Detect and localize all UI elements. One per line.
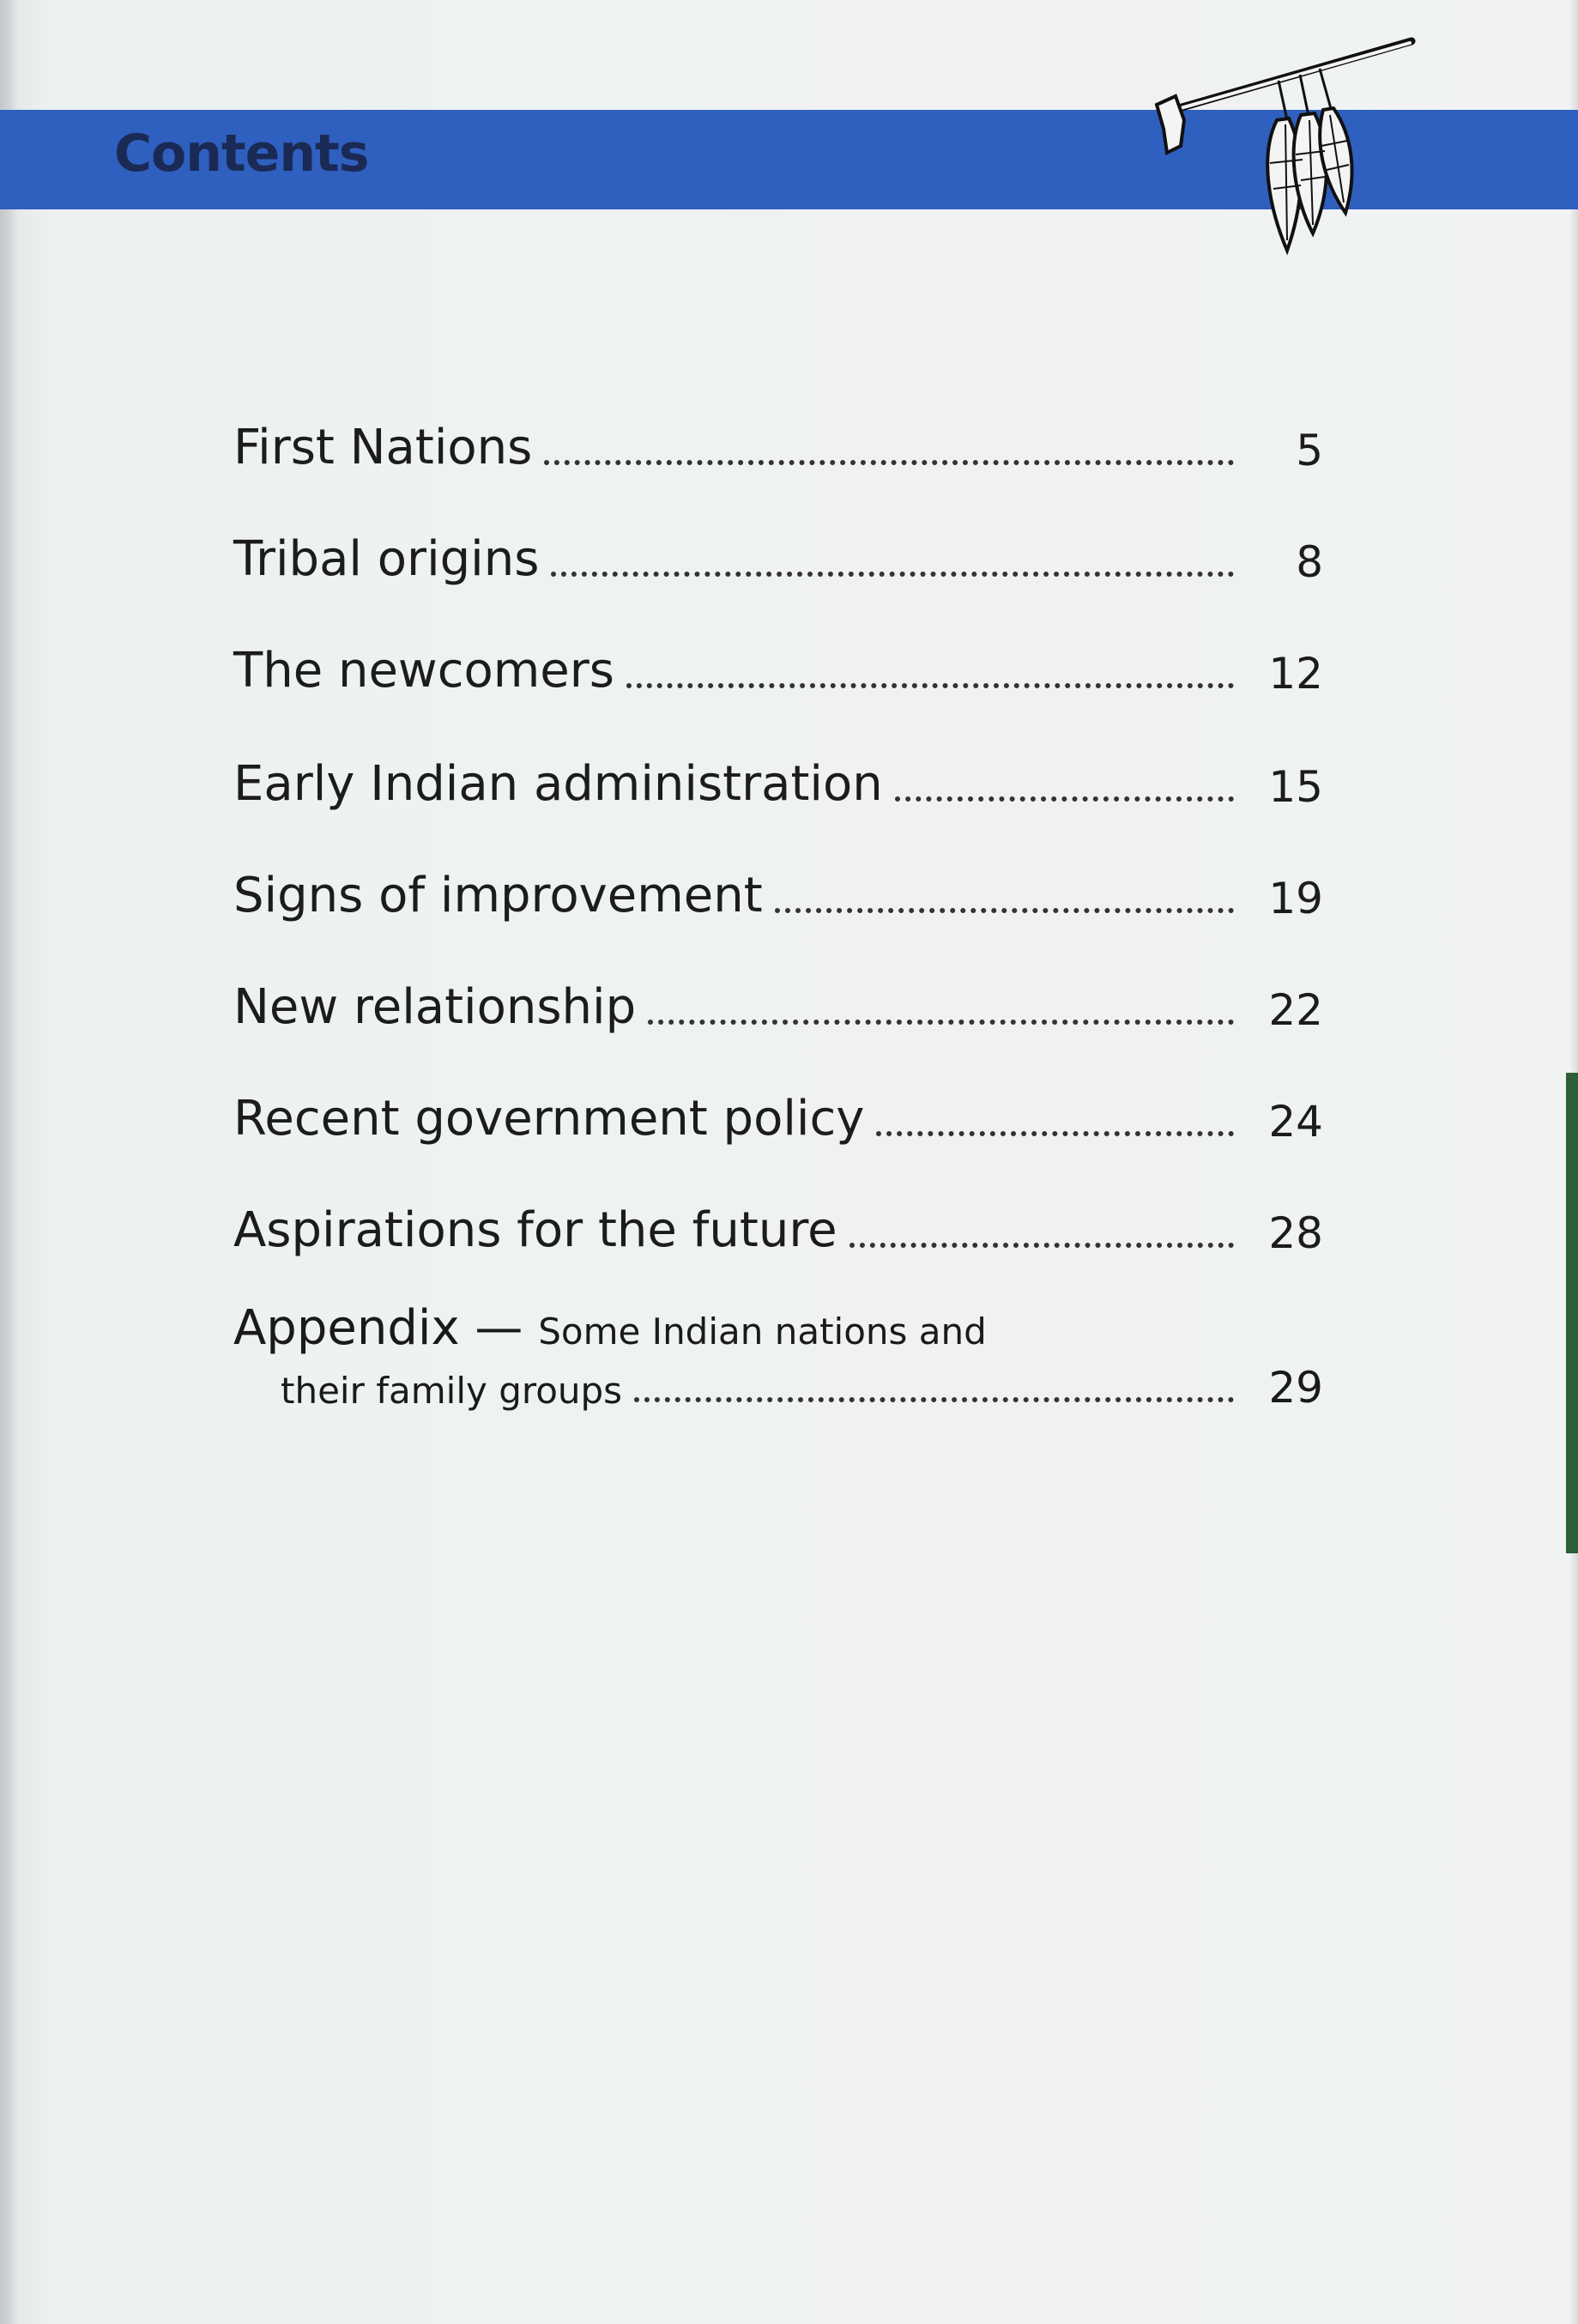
toc-entry-page: 19 [1268, 874, 1323, 923]
toc-dot-leader [551, 572, 1234, 577]
toc-entry-title: Tribal origins [233, 531, 540, 587]
toc-entry-title: Early Indian administration [233, 756, 883, 812]
appendix-dash: — [475, 1300, 523, 1356]
toc-entry[interactable] [233, 740, 1323, 812]
toc-entry-page: 29 [1268, 1363, 1323, 1413]
toc-entry[interactable] [233, 851, 1323, 923]
toc-dot-leader [626, 683, 1234, 688]
toc-entry-title: The newcomers [233, 643, 614, 699]
appendix-subtitle-line1: Some Indian nations and [538, 1310, 987, 1353]
page-title: Contents [114, 124, 369, 184]
toc-entry-page: 24 [1268, 1097, 1323, 1147]
toc-dot-leader [634, 1397, 1234, 1402]
peace-pipe-with-feathers-icon [1150, 26, 1424, 257]
toc-entry-page: 8 [1296, 537, 1323, 587]
toc-entry-page: 5 [1296, 426, 1323, 475]
appendix-title: Appendix [233, 1300, 460, 1356]
toc-entry[interactable] [233, 403, 1323, 475]
toc-entry-title: Signs of improvement [233, 868, 763, 923]
toc-entry[interactable] [233, 515, 1323, 587]
toc-entry-title: Aspirations for the future [233, 1202, 837, 1258]
toc-entry[interactable] [233, 1074, 1323, 1147]
toc-appendix-entry[interactable] [233, 1300, 1323, 1413]
toc-dot-leader [849, 1243, 1234, 1248]
toc-entry[interactable] [233, 1186, 1323, 1258]
toc-entry-title: Recent government policy [233, 1091, 865, 1147]
toc-dot-leader [876, 1131, 1234, 1136]
toc-dot-leader [648, 1020, 1234, 1025]
toc-entry-page: 28 [1268, 1208, 1323, 1258]
toc-dot-leader [544, 460, 1234, 465]
toc-entry[interactable] [233, 626, 1323, 699]
toc-entry-title: First Nations [233, 420, 533, 475]
appendix-heading [233, 1300, 1323, 1356]
appendix-subtitle-line2: their family groups [281, 1370, 623, 1412]
appendix-second-line [233, 1363, 1323, 1413]
toc-entry[interactable] [233, 963, 1323, 1035]
toc-entry-page: 22 [1268, 985, 1323, 1035]
toc-entry-page: 12 [1268, 649, 1323, 699]
toc-dot-leader [775, 908, 1234, 913]
toc-dot-leader [895, 796, 1234, 802]
toc-entry-page: 15 [1268, 762, 1323, 812]
page-edge-green [1566, 1073, 1578, 1553]
toc-entry-title: New relationship [233, 979, 637, 1035]
page-binding-shadow [0, 0, 19, 2324]
